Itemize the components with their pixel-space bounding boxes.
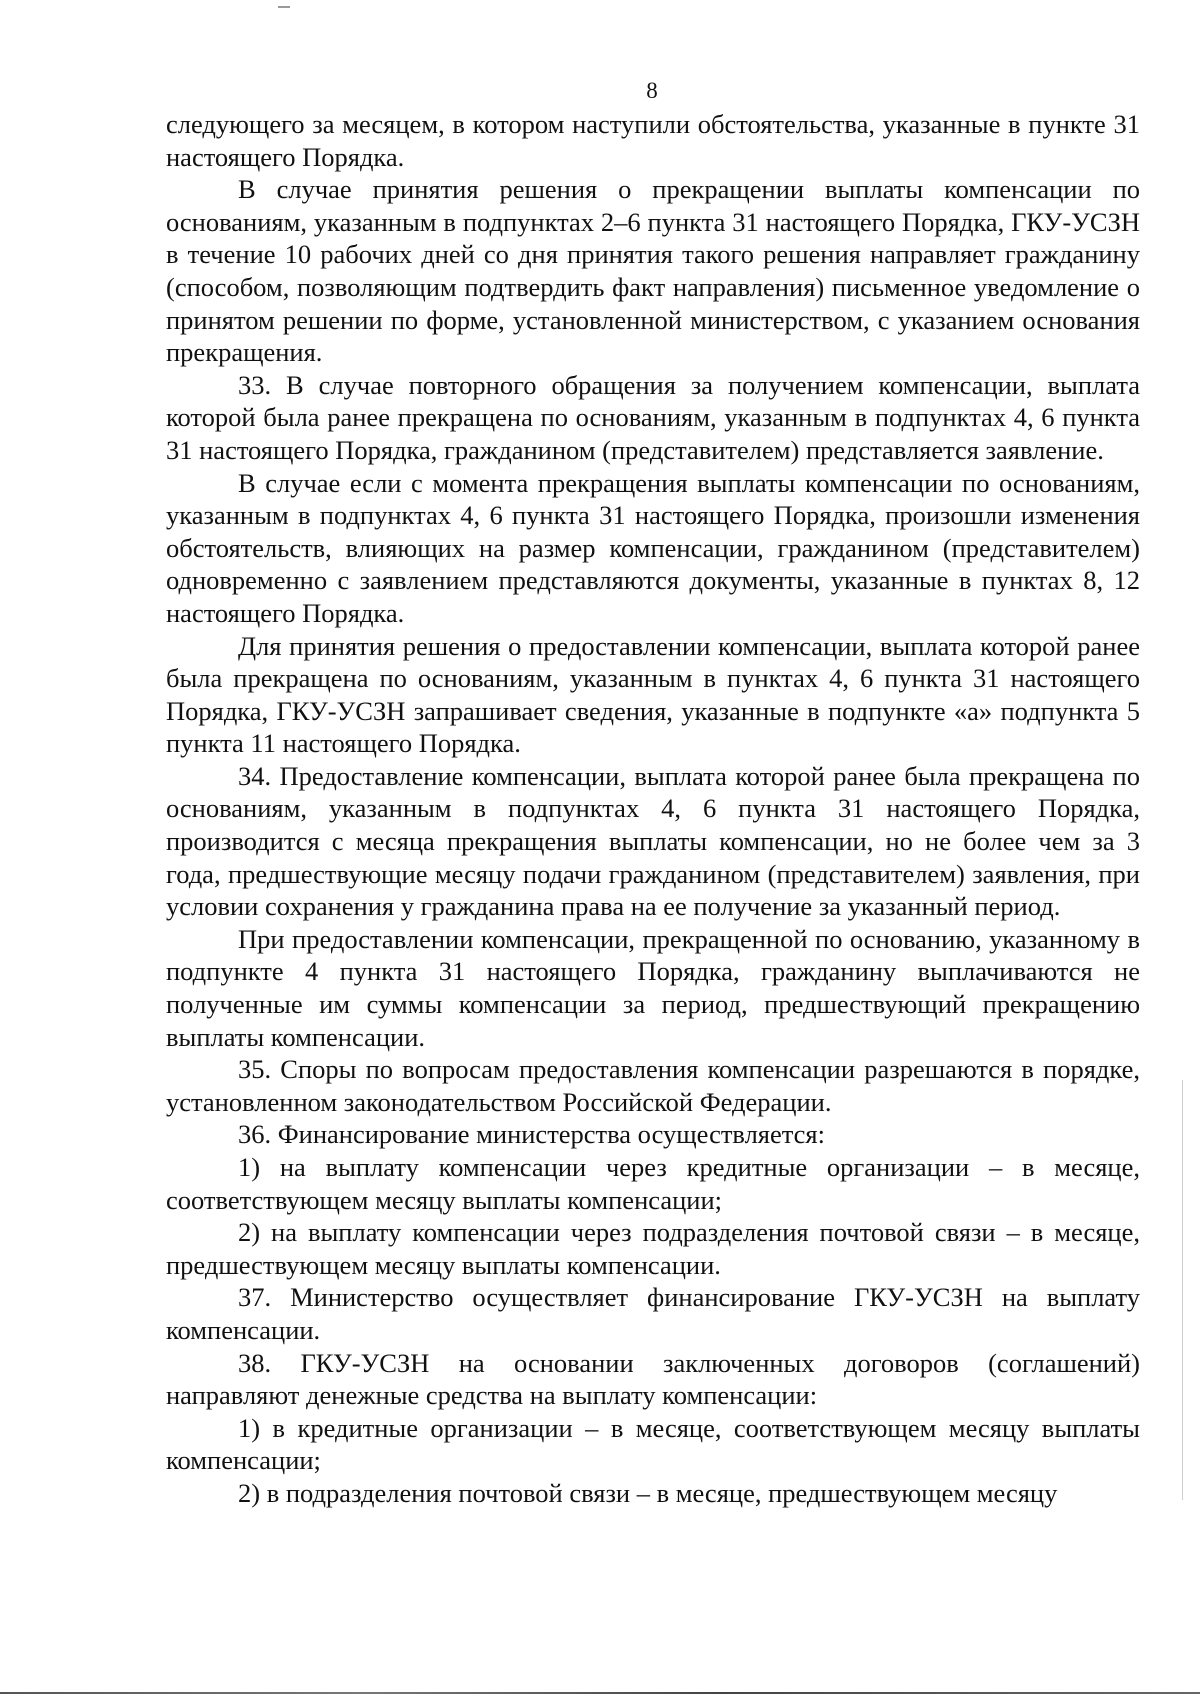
paragraph: В случае принятия решения о прекращении выплаты компенсации по основаниям, указанным в подпунктах 2–6 пункта 31 настоящего Порядка, ГКУ-УСЗН в течение 10 рабочих дней со дня принятия такого решения направляет гражданину (способом, позволяющим подтвердить факт направления) письменное уведомление о принятом решении по форме, установленной министерством, с указанием основания прекращения. [166,174,1140,368]
paragraph: 2) на выплату компенсации через подразделения почтовой связи – в месяце, предшествующем месяцу выплаты компенсации. [166,1217,1140,1280]
paragraph: следующего за месяцем, в котором наступили обстоятельства, указанные в пункте 31 настоящего Порядка. [166,109,1140,172]
paragraph: 1) на выплату компенсации через кредитные организации – в месяце, соответствующем месяцу выплаты компенсации; [166,1152,1140,1215]
paragraph: В случае если с момента прекращения выплаты компенсации по основаниям, указанным в подпунктах 4, 6 пункта 31 настоящего Порядка, произошли изменения обстоятельств, влияющих на размер компенсации, гражданином (представителем) одновременно с заявлением представляются документы, указанные в пунктах 8, 12 настоящего Порядка. [166,467,1140,628]
paragraph: 38. ГКУ-УСЗН на основании заключенных договоров (соглашений) направляют денежные средства на выплату компенсации: [166,1347,1140,1411]
paragraph: 2) в подразделения почтовой связи – в месяце, предшествующем месяцу [238,1477,1058,1508]
document-body [166,108,1140,1510]
paragraph: 35. Споры по вопросам предоставления компенсации разрешаются в порядке, установленном законодательством Российской Федерации. [166,1054,1140,1117]
scan-artifact [278,6,290,8]
paragraph: 36. Финансирование министерства осуществляется: [238,1119,825,1150]
paragraph: 34. Предоставление компенсации, выплата которой ранее была прекращена по основаниям, указанным в подпунктах 4, 6 пункта 31 настоящего Порядка, производится с месяца прекращения выплаты компенсации, но не более чем за 3 года, предшествующие месяцу подачи гражданином (представителем) заявления, при условии сохранения у гражданина права на ее получение за указанный период. [166,760,1140,922]
scan-edge-line [0,1692,1200,1694]
paragraph: Для принятия решения о предоставлении компенсации, выплата которой ранее была прекращена по основаниям, указанным в пунктах 4, 6 пункта 31 настоящего Порядка, ГКУ-УСЗН запрашивает сведения, указанные в подпункте «а» подпункта 5 пункта 11 настоящего Порядка. [166,630,1140,759]
scan-edge-line [1182,1080,1183,1500]
paragraph: 1) в кредитные организации – в месяце, соответствующем месяцу выплаты компенсации; [166,1412,1140,1476]
paragraph: 37. Министерство осуществляет финансирование ГКУ-УСЗН на выплату компенсации. [166,1282,1140,1345]
paragraph: 33. В случае повторного обращения за получением компенсации, выплата которой была ранее прекращена по основаниям, указанным в подпунктах 4, 6 пункта 31 настоящего Порядка, гражданином (представителем) представляется заявление. [166,369,1140,465]
paragraph: При предоставлении компенсации, прекращенной по основанию, указанному в подпункте 4 пункта 31 настоящего Порядка, гражданину выплачиваются не полученные им суммы компенсации за период, предшествующий прекращению выплаты компенсации. [166,923,1140,1052]
page-number: 8 [646,78,658,103]
